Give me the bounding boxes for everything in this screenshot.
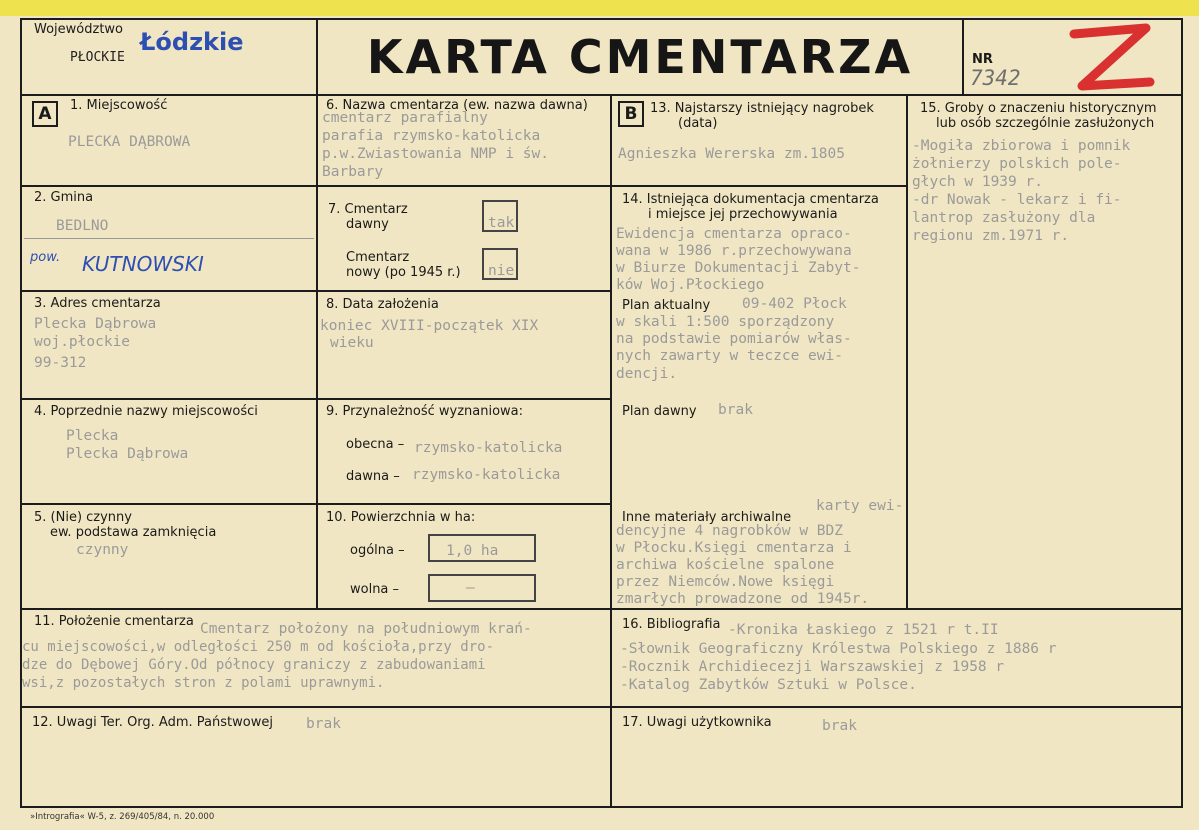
field-3-label: 3. Adres cmentarza: [34, 296, 161, 311]
field-9-label: 9. Przynależność wyznaniowa:: [326, 404, 524, 419]
field-9-obecna-value: rzymsko-katolicka: [414, 440, 563, 456]
field-10-label: 10. Powierzchnia w ha:: [326, 510, 476, 525]
nr-label: NR: [972, 52, 993, 67]
field-4-label: 4. Poprzednie nazwy miejscowości: [34, 404, 258, 419]
field-12-value: brak: [306, 716, 341, 732]
field-7-value-2: nie: [488, 263, 515, 279]
field-16-line-4: -Katalog Zabytków Sztuki w Polsce.: [620, 677, 917, 693]
field-14-line-3: w Biurze Dokumentacji Zabyt-: [616, 260, 861, 276]
wojewodztwo-label: Województwo: [34, 22, 124, 37]
field-5-label-2: ew. podstawa zamknięcia: [50, 525, 217, 540]
field-9-dawna-label: dawna –: [346, 469, 400, 484]
field-2-label: 2. Gmina: [34, 190, 94, 205]
field-3-line-1: Plecka Dąbrowa: [34, 316, 157, 332]
nr-value: 7342: [970, 66, 1021, 90]
card-title: KARTA CMENTARZA: [366, 30, 914, 84]
field-6-line-1: cmentarz parafialny: [322, 110, 488, 126]
field-15-line-1: -Mogiła zbiorowa i pomnik: [912, 138, 1131, 154]
field-9-dawna-value: rzymsko-katolicka: [412, 467, 561, 483]
field-2-hw-value: KUTNOWSKI: [82, 252, 204, 276]
field-15-line-6: regionu zm.1971 r.: [912, 228, 1070, 244]
field-14-inne-line-1: karty ewi-: [816, 498, 904, 514]
field-3-line-2: woj.płockie: [34, 334, 131, 350]
field-7-value-1: tak: [488, 215, 515, 231]
field-11-line-4: wsi,z pozostałych stron z polami uprawnymi.: [22, 675, 385, 691]
field-15-line-5: lantrop zasłużony dla: [912, 210, 1096, 226]
printer-imprint: »Intrografia« W-5, z. 269/405/84, n. 20.000: [30, 812, 215, 822]
field-14-plan-aktualny-line-5: dencji.: [616, 366, 678, 382]
field-6-line-3: p.w.Zwiastowania NMP i św.: [322, 146, 549, 162]
field-11-line-2: cu miejscowości,w odległości 250 m od kościoła,przy dro-: [22, 639, 495, 655]
field-7-label-2a: Cmentarz: [346, 250, 410, 265]
field-14-inne-line-3: w Płocku.Księgi cmentarza i: [616, 540, 852, 556]
field-10-wolna-value: –: [466, 580, 475, 596]
section-b-badge: B: [618, 101, 644, 127]
field-16-label: 16. Bibliografia: [622, 617, 721, 632]
field-1-label: 1. Miejscowość: [70, 98, 168, 113]
field-13-value: Agnieszka Wererska zm.1805: [618, 146, 845, 162]
field-2-value: BEDLNO: [56, 218, 109, 234]
field-8-line-1: koniec XVIII-początek XIX: [320, 318, 539, 334]
field-14-inne-label: Inne materiały archiwalne: [622, 510, 792, 525]
field-11-line-3: dze do Dębowej Góry.Od północy graniczy z zabudowaniami: [22, 657, 486, 673]
field-17-label: 17. Uwagi użytkownika: [622, 715, 772, 730]
field-14-label-1: 14. Istniejąca dokumentacja cmentarza: [622, 192, 879, 207]
wojewodztwo-handwritten: Łódzkie: [140, 28, 244, 56]
field-4-line-1: Plecka: [66, 428, 119, 444]
red-z-stamp-icon: [1064, 20, 1156, 96]
field-14-inne-line-6: zmarłych prowadzone od 1945r.: [616, 591, 870, 607]
field-14-plan-dawny-label: Plan dawny: [622, 404, 697, 419]
field-10-ogolna-value: 1,0 ha: [446, 543, 499, 559]
field-15-label-1: 15. Groby o znaczeniu historycznym: [920, 101, 1157, 116]
field-14-line-1: Ewidencja cmentarza opraco-: [616, 226, 852, 242]
field-16-line-2: -Słownik Geograficzny Królestwa Polskiego z 1886 r: [620, 641, 1057, 657]
field-10-ogolna-label: ogólna –: [350, 543, 405, 558]
field-6-label: 6. Nazwa cmentarza (ew. nazwa dawna): [326, 98, 588, 113]
field-14-plan-aktualny-line-1: 09-402 Płock: [742, 296, 847, 312]
field-10-wolna-label: wolna –: [350, 582, 400, 597]
section-a-badge: A: [32, 101, 58, 127]
field-2-divider: [24, 238, 314, 239]
field-8-label: 8. Data założenia: [326, 297, 439, 312]
field-7-label-1b: dawny: [346, 217, 389, 232]
field-12-label: 12. Uwagi Ter. Org. Adm. Państwowej: [32, 715, 273, 730]
field-13-label-2: (data): [678, 116, 718, 131]
field-16-line-1: -Kronika Łaskiego z 1521 r t.II: [728, 622, 999, 638]
field-11-line-1: Cmentarz położony na południowym krań-: [200, 621, 532, 637]
field-4-line-2: Plecka Dąbrowa: [66, 446, 189, 462]
field-16-line-3: -Rocznik Archidiecezji Warszawskiej z 1958 r: [620, 659, 1005, 675]
field-14-plan-aktualny-line-3: na podstawie pomiarów włas-: [616, 331, 852, 347]
field-11-label: 11. Położenie cmentarza: [34, 614, 194, 629]
field-6-line-4: Barbary: [322, 164, 384, 180]
field-14-plan-aktualny-line-4: nych zawarty w teczce ewi-: [616, 348, 843, 364]
top-color-band: [0, 0, 1199, 16]
field-7-label-2b: nowy (po 1945 r.): [346, 265, 461, 280]
field-14-line-2: wana w 1986 r.przechowywana: [616, 243, 852, 259]
field-3-line-3: 99-312: [34, 355, 87, 371]
field-10-wolna-box: [428, 574, 536, 602]
field-1-value: PLECKA DĄBROWA: [68, 134, 191, 150]
field-6-line-2: parafia rzymsko-katolicka: [322, 128, 541, 144]
field-5-label-1: 5. (Nie) czynny: [34, 510, 132, 525]
field-5-value: czynny: [76, 542, 129, 558]
field-2-hw-prefix: pow.: [30, 250, 61, 265]
field-14-line-4: ków Woj.Płockiego: [616, 277, 765, 293]
field-14-plan-aktualny-line-2: w skali 1:500 sporządzony: [616, 314, 835, 330]
wojewodztwo-typed: PŁOCKIE: [70, 50, 125, 65]
field-15-line-3: głych w 1939 r.: [912, 174, 1043, 190]
field-15-line-2: żołnierzy polskich pole-: [912, 156, 1122, 172]
field-14-inne-line-2: dencyjne 4 nagrobków w BDZ: [616, 523, 843, 539]
field-9-obecna-label: obecna –: [346, 437, 405, 452]
field-14-plan-dawny-value: brak: [718, 402, 753, 418]
field-17-value: brak: [822, 718, 857, 734]
field-14-inne-line-4: archiwa kościelne spalone: [616, 557, 835, 573]
field-15-line-4: -dr Nowak - lekarz i fi-: [912, 192, 1122, 208]
field-14-inne-line-5: przez Niemców.Nowe księgi: [616, 574, 835, 590]
field-14-label-2: i miejsce jej przechowywania: [648, 207, 838, 222]
field-7-label-1a: 7. Cmentarz: [328, 202, 408, 217]
field-15-label-2: lub osób szczególnie zasłużonych: [936, 116, 1155, 131]
field-8-line-2: wieku: [330, 335, 374, 351]
field-14-plan-aktualny-label: Plan aktualny: [622, 298, 711, 313]
field-13-label-1: 13. Najstarszy istniejący nagrobek: [650, 101, 874, 116]
